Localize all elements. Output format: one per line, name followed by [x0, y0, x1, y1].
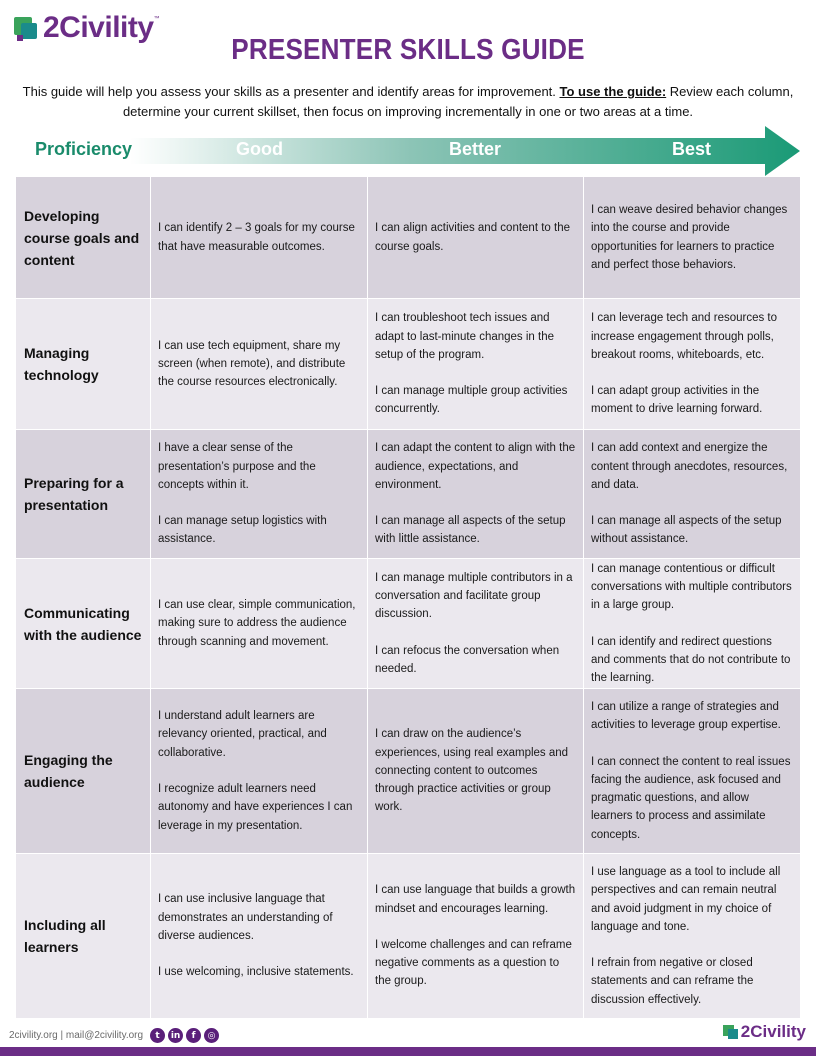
- skill-better-cell: [368, 177, 584, 299]
- skill-statement: I can weave desired behavior changes into the course and provide opportunities for learners to practice and perfect those behaviors.: [591, 203, 788, 271]
- level-better-label: Better: [449, 139, 502, 159]
- skill-best-cell: [584, 559, 801, 689]
- skill-statement: I refrain from negative or closed statements and can reframe the discussion effectively.: [591, 957, 754, 1006]
- skill-best-cell: [584, 177, 801, 299]
- skill-statement: I can use inclusive language that demonstrates an understanding of diverse audiences.: [158, 893, 333, 942]
- skill-name: Developing course goals and content: [16, 177, 151, 299]
- skill-best-cell: [584, 854, 801, 1019]
- skill-statement: I can align activities and content to the course goals.: [375, 222, 570, 253]
- skill-name: Communicating with the audience: [16, 559, 151, 689]
- skill-statement: I can manage multiple group activities concurrently.: [375, 385, 568, 416]
- skill-better-cell: [368, 430, 584, 559]
- skill-statement: I can connect the content to real issues facing the audience, ask focused and pragmatic questions, and allow learners to process and assimilate concepts.: [591, 755, 791, 841]
- skill-statement: I can manage multiple contributors in a conversation and facilitate group discussion.: [375, 571, 573, 621]
- skill-better-cell: [368, 559, 584, 689]
- intro-rest: Review each column, determine your current skillset, then focus on improving incrementally in one or two areas at a time.: [122, 84, 794, 119]
- skill-statement: I can manage all aspects of the setup with little assistance.: [375, 515, 566, 546]
- speech-bubble-logo-icon: [14, 15, 40, 41]
- skill-statement: I can adapt group activities in the moment to drive learning forward.: [591, 385, 763, 416]
- skill-good-cell: [151, 854, 368, 1019]
- intro-text: [20, 82, 796, 122]
- skill-good-cell: [151, 430, 368, 559]
- skill-name: Preparing for a presentation: [16, 430, 151, 559]
- skill-statement: I can manage setup logistics with assistance.: [158, 515, 327, 546]
- table-row: [16, 299, 801, 430]
- skill-statement: I can troubleshoot tech issues and adapt to last-minute changes in the setup of the program.: [375, 312, 555, 361]
- skill-statement: I use language as a tool to include all perspectives and can remain neutral and avoid judgment in my choice of language and tone.: [591, 865, 781, 933]
- footer-contact: [9, 1028, 219, 1043]
- skill-statement: I welcome challenges and can reframe negative comments as a question to the group.: [375, 938, 572, 988]
- skill-statement: I can refocus the conversation when needed.: [375, 644, 560, 675]
- skill-statement: I can add context and energize the content through anecdotes, resources, and data.: [591, 442, 788, 491]
- skill-statement: I can identify and redirect questions and comments that do not contribute to the learning.: [591, 635, 791, 685]
- skill-good-cell: [151, 689, 368, 854]
- skill-good-cell: [151, 177, 368, 299]
- skill-name: Including all learners: [16, 854, 151, 1019]
- skill-better-cell: [368, 854, 584, 1019]
- table-row: [16, 559, 801, 689]
- skill-statement: I can leverage tech and resources to increase engagement through polls, breakout rooms, whiteboards, etc.: [591, 312, 778, 361]
- skill-statement: I can draw on the audience’s experiences, using real examples and connecting content to outcomes through practice activities or group work.: [375, 728, 569, 814]
- footer-logo: [723, 1022, 806, 1042]
- skill-better-cell: [368, 689, 584, 854]
- table-row: [16, 177, 801, 299]
- skill-statement: I can use tech equipment, share my screen (when remote), and distribute the course resources electronically.: [158, 339, 346, 389]
- trademark: ™: [153, 16, 160, 22]
- linkedin-icon[interactable]: in: [168, 1028, 183, 1043]
- skill-best-cell: [584, 689, 801, 854]
- footer-brand-name: 2Civility: [740, 1022, 806, 1041]
- skill-name: Managing technology: [16, 299, 151, 430]
- intro-lead: This guide will help you assess your skills as a presenter and identify areas for improvement.: [22, 84, 560, 99]
- facebook-icon[interactable]: f: [186, 1028, 201, 1043]
- skill-statement: I can manage all aspects of the setup without assistance.: [591, 515, 782, 546]
- skill-statement: I can manage contentious or difficult conversations with multiple contributors in a large group.: [591, 562, 792, 612]
- instagram-icon[interactable]: ◎: [204, 1028, 219, 1043]
- contact-text: 2civility.org | mail@2civility.org: [9, 1030, 144, 1041]
- skill-statement: I can adapt the content to align with the audience, expectations, and environment.: [375, 442, 576, 491]
- skill-good-cell: [151, 559, 368, 689]
- table-row: [16, 854, 801, 1019]
- page-title: PRESENTER SKILLS GUIDE: [231, 34, 585, 66]
- skill-statement: I use welcoming, inclusive statements.: [158, 966, 354, 979]
- skills-table: [15, 176, 801, 1019]
- table-row: [16, 430, 801, 559]
- level-good-label: Good: [236, 139, 283, 159]
- skill-statement: I can utilize a range of strategies and activities to leverage group expertise.: [591, 700, 781, 732]
- skill-statement: I can identify 2 – 3 goals for my course that have measurable outcomes.: [158, 222, 355, 253]
- skill-name: Engaging the audience: [16, 689, 151, 854]
- level-best-label: Best: [672, 139, 712, 159]
- skill-statement: I can use clear, simple communication, making sure to address the audience through scanning and movement.: [158, 599, 356, 648]
- skill-better-cell: [368, 299, 584, 430]
- skill-statement: I can use language that builds a growth mindset and encourages learning.: [375, 884, 576, 915]
- proficiency-label: Proficiency: [35, 139, 133, 159]
- social-icons: [147, 1028, 219, 1043]
- skill-good-cell: [151, 299, 368, 430]
- table-row: [16, 689, 801, 854]
- skill-best-cell: [584, 299, 801, 430]
- bottom-bar: [0, 1047, 816, 1056]
- skill-statement: I recognize adult learners need autonomy and have experiences I can leverage in my presentation.: [158, 783, 353, 832]
- brand-name: 2Civility: [43, 11, 154, 44]
- footer-logo-icon: [723, 1024, 739, 1040]
- skill-statement: I understand adult learners are relevancy oriented, practical, and collaborative.: [158, 710, 327, 759]
- twitter-icon[interactable]: t: [150, 1028, 165, 1043]
- proficiency-scale: [0, 124, 816, 178]
- intro-emphasis: To use the guide:: [559, 84, 667, 99]
- skill-statement: I have a clear sense of the presentation’s purpose and the concepts within it.: [158, 442, 316, 491]
- skill-best-cell: [584, 430, 801, 559]
